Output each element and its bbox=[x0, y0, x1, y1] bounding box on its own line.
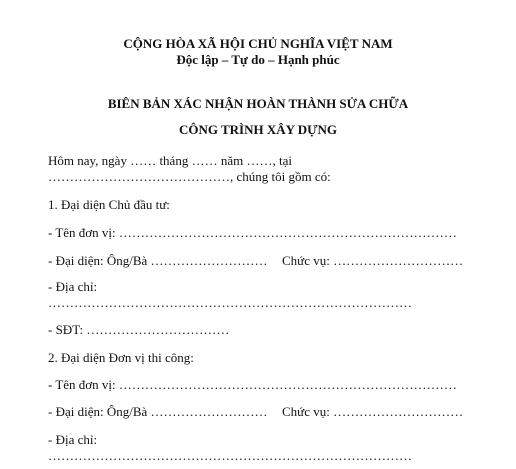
document-title: BIÊN BẢN XÁC NHẬN HOÀN THÀNH SỬA CHỮA bbox=[107, 96, 409, 111]
intro-place-line: ……………………………………, chúng tôi gồm có: bbox=[48, 169, 331, 184]
section2-unit-name: - Tên đơn vị: …………………………………………………………………… bbox=[48, 377, 457, 392]
section1-address-dots: ………………………………………………………………………… bbox=[48, 295, 412, 310]
section1-unit-name: - Tên đơn vị: …………………………………………………………………… bbox=[48, 225, 457, 240]
intro-date-line: Hôm nay, ngày …… tháng …… năm ……, tại bbox=[48, 153, 292, 168]
country-header: CỘNG HÒA XÃ HỘI CHỦ NGHĨA VIỆT NAM bbox=[123, 36, 393, 51]
section1-representative: - Đại diện: Ông/Bà ……………………… bbox=[48, 253, 268, 268]
section2-address-dots: ………………………………………………………………………… bbox=[48, 448, 412, 463]
section2-position: Chức vụ: ………………………… bbox=[282, 404, 464, 419]
section1-heading: 1. Đại diện Chủ đầu tư: bbox=[48, 197, 170, 212]
motto: Độc lập – Tự do – Hạnh phúc bbox=[176, 52, 340, 67]
section2-address-label: - Địa chỉ: bbox=[48, 432, 98, 447]
section1-address-label: - Địa chỉ: bbox=[48, 279, 98, 294]
document-subtitle: CÔNG TRÌNH XÂY DỰNG bbox=[178, 122, 338, 137]
section1-phone: - SĐT: …………………………… bbox=[48, 322, 230, 337]
section2-heading: 2. Đại diện Đơn vị thi công: bbox=[48, 350, 194, 365]
section1-position: Chức vụ: ………………………… bbox=[282, 253, 464, 268]
section2-representative: - Đại diện: Ông/Bà ……………………… bbox=[48, 404, 268, 419]
